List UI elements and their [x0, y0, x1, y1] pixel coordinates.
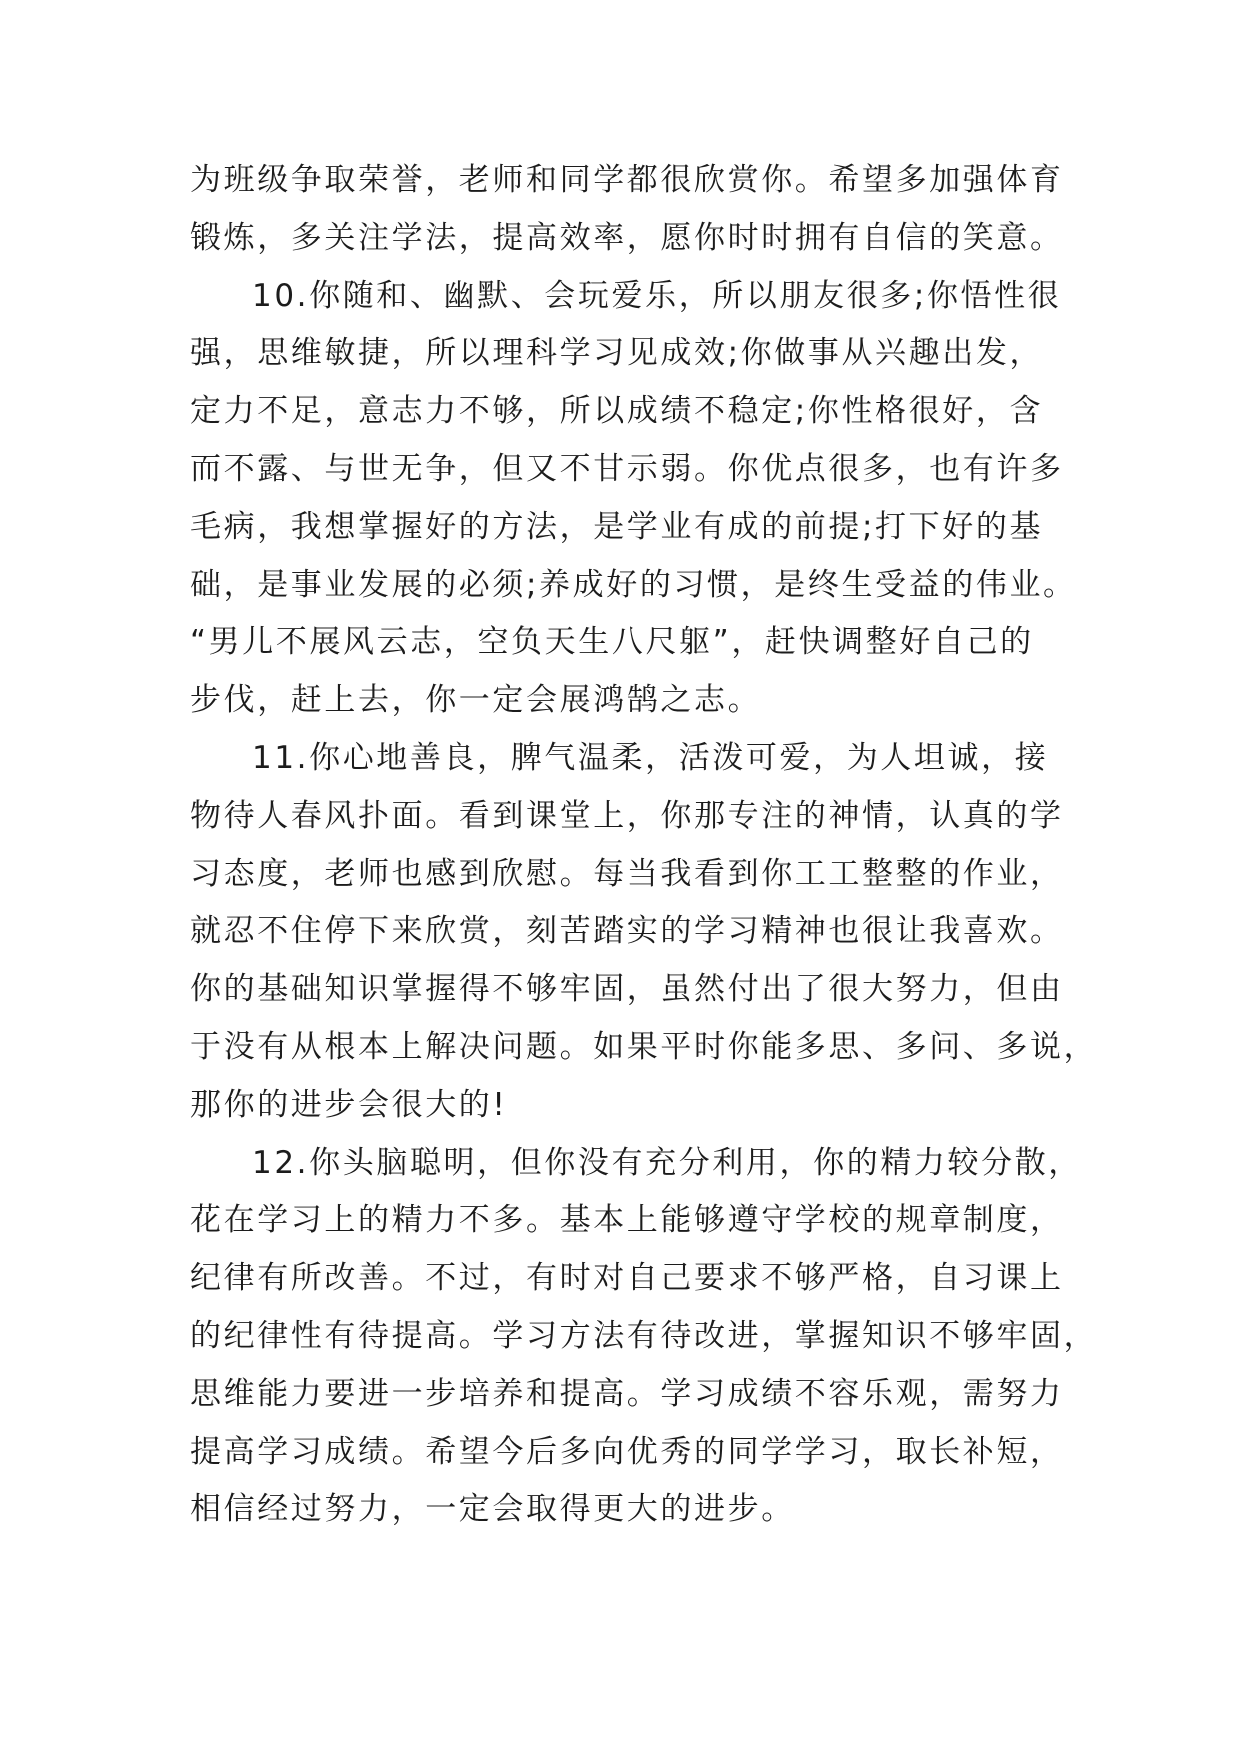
text-line: 为班级争取荣誉，老师和同学都很欣赏你。希望多加强体育 [190, 162, 1064, 198]
paragraph-12-start: 12.你头脑聪明，但你没有充分利用，你的精力较分散， [252, 1144, 1082, 1181]
paragraph-11-start: 11.你心地善良，脾气温柔，活泼可爱，为人坦诚，接 [252, 739, 1049, 776]
text-line: 那你的进步会很大的! [190, 1086, 508, 1123]
paragraph-10-start: 10.你随和、幽默、会玩爱乐，所以朋友很多;你悟性很 [252, 277, 1062, 314]
text-line: 定力不足，意志力不够，所以成绩不稳定;你性格很好，含 [190, 393, 1044, 430]
text-line: 毛病，我想掌握好的方法，是学业有成的前提;打下好的基 [190, 508, 1044, 545]
text-line: 物待人春风扑面。看到课堂上，你那专注的神情，认真的学 [190, 797, 1064, 834]
text-line: 花在学习上的精力不多。基本上能够遵守学校的规章制度， [190, 1202, 1064, 1239]
text-line: 思维能力要进一步培养和提高。学习成绩不容乐观，需努力 [190, 1375, 1064, 1412]
text-line: 强，思维敏捷，所以理科学习见成效;你做事从兴趣出发， [190, 335, 1044, 372]
text-line: 习态度，老师也感到欣慰。每当我看到你工工整整的作业， [190, 855, 1064, 892]
text-line: 步伐，赶上去，你一定会展鸿鹄之志。 [190, 682, 762, 719]
text-line: 提高学习成绩。希望今后多向优秀的同学学习，取长补短， [190, 1433, 1064, 1470]
text-line: 纪律有所改善。不过，有时对自己要求不够严格，自习课上 [190, 1260, 1064, 1297]
text-line: 而不露、与世无争，但又不甘示弱。你优点很多，也有许多 [190, 450, 1064, 487]
body-text [190, 152, 1098, 1539]
text-line: 就忍不住停下来欣赏，刻苦踏实的学习精神也很让我喜欢。 [190, 913, 1064, 950]
text-line: 你的基础知识掌握得不够牢固，虽然付出了很大努力，但由 [190, 971, 1064, 1008]
text-line: 础，是事业发展的必须;养成好的习惯，是终生受益的伟业。 [190, 566, 1077, 603]
text-line: 于没有从根本上解决问题。如果平时你能多思、多问、多说， [190, 1028, 1098, 1065]
text-line: 锻炼，多关注学法，提高效率，愿你时时拥有自信的笑意。 [190, 219, 1064, 256]
text-line: 的纪律性有待提高。学习方法有待改进，掌握知识不够牢固， [190, 1317, 1098, 1354]
text-line: 相信经过努力，一定会取得更大的进步。 [190, 1491, 795, 1528]
text-line: “男儿不展风云志，空负天生八尺躯”，赶快调整好自己的 [190, 624, 1034, 661]
